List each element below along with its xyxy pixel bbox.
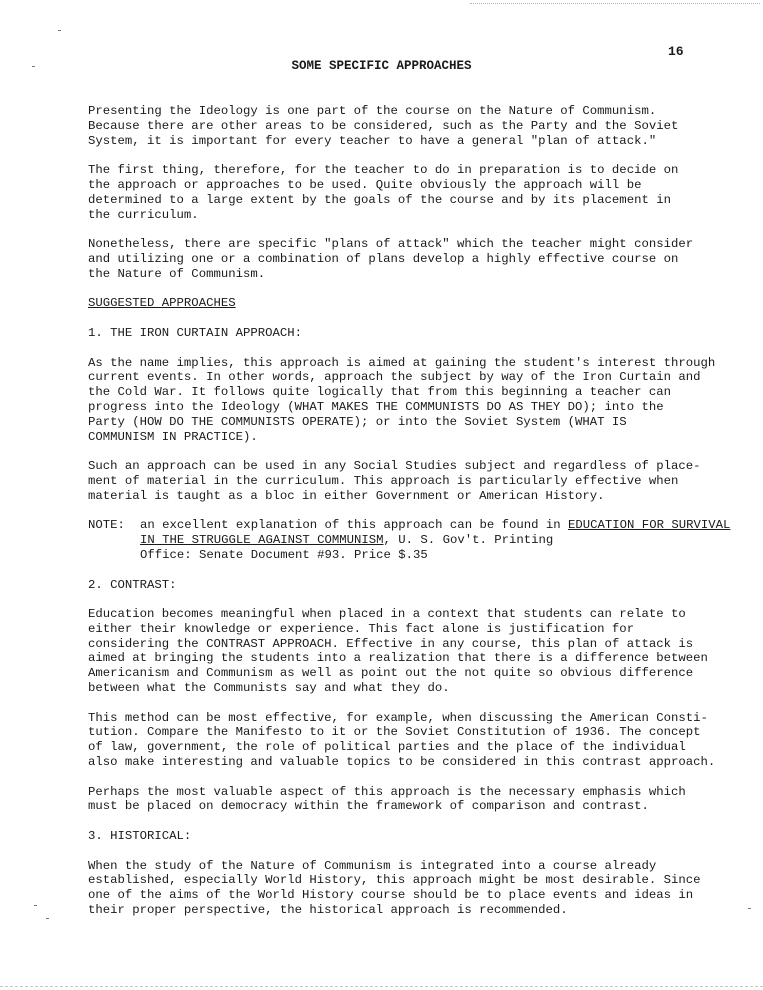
page-title: SOME SPECIFIC APPROACHES	[291, 59, 472, 73]
section-1-heading: 1. THE IRON CURTAIN APPROACH:	[88, 325, 303, 340]
note-text-2: , U. S. Gov't. Printing Office: Senate Document #93. Price $.35	[140, 533, 554, 562]
intro-paragraph-1: Presenting the Ideology is one part of the course on the Nature of Communism. Because there are other areas to be considered, such as the Party and the Soviet System, it is important for every teacher to have a general "plan of attack."	[88, 104, 679, 148]
section-2-paragraph-1: Education becomes meaningful when placed in a context that students can relate to either their knowledge or experience. This fact alone is justification for considering the CONTRAST APPROACH. Effective in any course, this plan of attack is aimed at bringing the students into a realization that there is a difference between Americanism and Communism as well as point out the not quite so obvious difference between what the Communists say and what they do.	[88, 607, 708, 696]
note-block	[88, 518, 738, 562]
section-3-paragraph-1: When the study of the Nature of Communism is integrated into a course already established, especially World History, this approach might be most desirable. Since one of the aims of the World History course should be to place events and ideas in their proper perspective, the historical approach is recommended.	[88, 858, 701, 918]
intro-paragraph-3: Nonetheless, there are specific "plans of attack" which the teacher might consider and utilizing one or a combination of plans develop a highly effective course on the Nature of Communism.	[88, 237, 694, 281]
note-text-1: an excellent explanation of this approach can be found in	[140, 518, 569, 533]
section-2-heading: 2. CONTRAST:	[88, 577, 177, 592]
note-book-title: EDUCATION FOR SURVIVAL IN THE STRUGGLE AGAINST COMMUNISM	[140, 518, 731, 548]
note-body	[140, 518, 738, 562]
section-3-heading: 3. HISTORICAL:	[88, 829, 192, 844]
scan-speck	[58, 30, 61, 31]
scan-speck	[748, 908, 751, 909]
note-label: NOTE:	[88, 518, 125, 533]
scan-speck	[46, 918, 49, 919]
section-2-paragraph-2: This method can be most effective, for example, when discussing the American Consti- tution. Compare the Manifesto to it or the Soviet Constitution of 1936. The concept of law, government, the role of political parties and the place of the individual also make interesting and valuable topics to be considered in this contrast approach.	[88, 710, 716, 770]
section-1-paragraph-1: As the name implies, this approach is aimed at gaining the student's interest through current events. In other words, approach the subject by way of the Iron Curtain and the Cold War. It follows quite logically that from this beginning a teacher can progress into the Ideology (WHAT MAKES THE COMMUNISTS DO AS THEY DO); into the Party (HOW DO THE COMMUNISTS OPERATE); or into the Soviet System (WHAT IS COMMUNISM IN PRACTICE).	[88, 355, 716, 444]
scan-speck	[34, 905, 37, 906]
suggested-approaches-heading: SUGGESTED APPROACHES	[88, 296, 236, 311]
page-number: 16	[668, 44, 684, 59]
section-1-paragraph-2: Such an approach can be used in any Social Studies subject and regardless of place- ment of material in the curriculum. This approach is particularly effective when material is taught as a bloc in either Government or American History.	[88, 459, 701, 503]
body-text	[88, 104, 738, 933]
scan-bottom-edge	[0, 986, 763, 987]
section-2-paragraph-3: Perhaps the most valuable aspect of this approach is the necessary emphasis which must be placed on democracy within the framework of comparison and contrast.	[88, 784, 686, 814]
intro-paragraph-2: The first thing, therefore, for the teacher to do in preparation is to decide on the approach or approaches to be used. Quite obviously the approach will be determined to a large extent by the goals of the course and by its placement in the curriculum.	[88, 163, 679, 222]
scan-edge-dots	[470, 3, 760, 4]
